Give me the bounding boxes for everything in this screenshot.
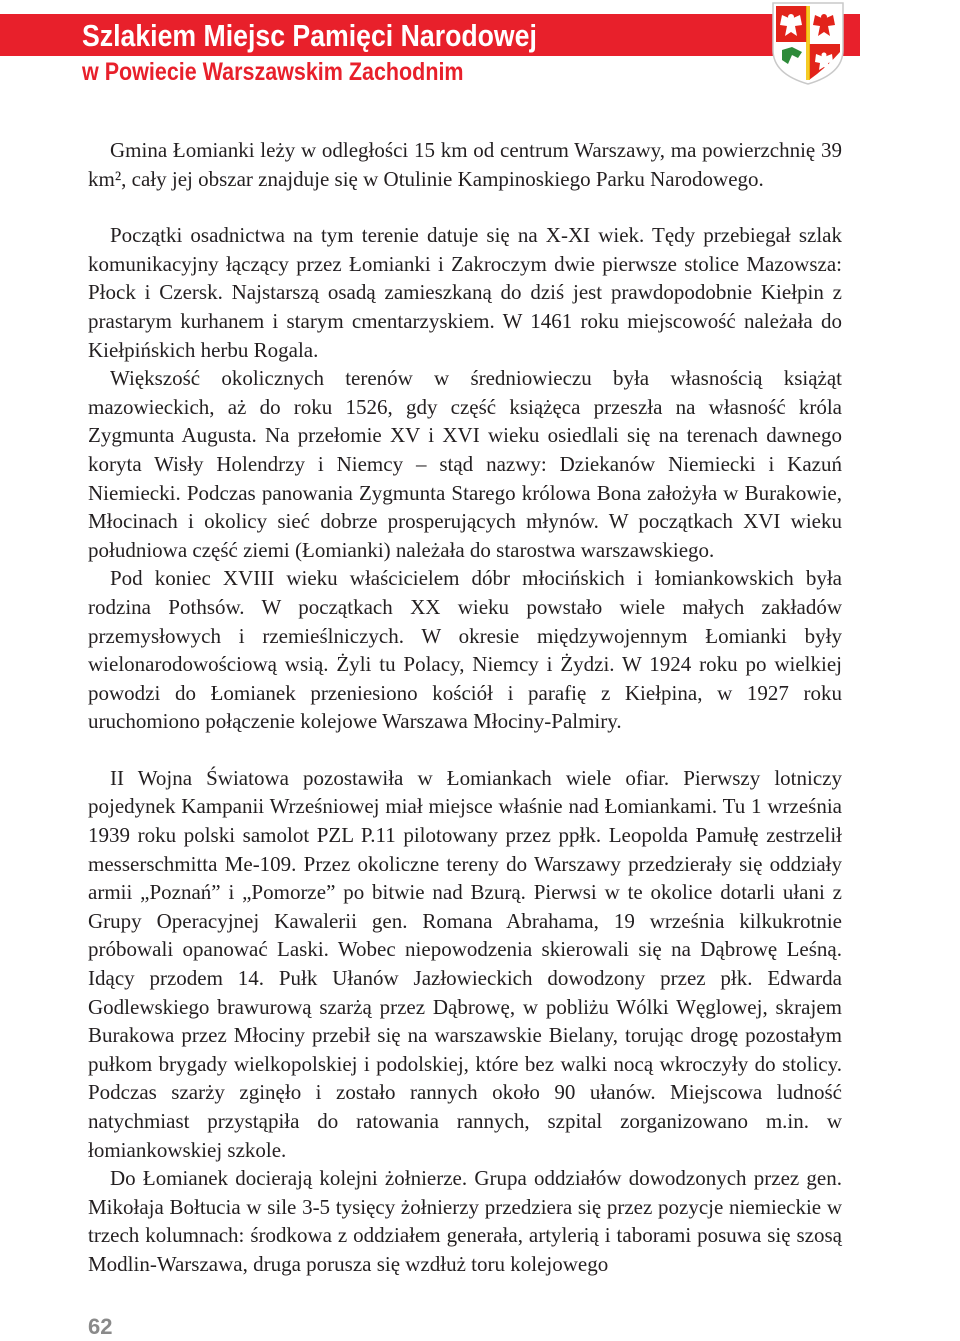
paragraph-middle-ages: Większość okolicznych terenów w średniowieczu była własnością książąt mazowieckich, aż do roku 1526, gdy część książęca przeszła na własność króla Zygmunta Augusta. Na przełomie XV i XVI wieku osiedlali się na terenach dawnego koryta Wisły Holendrzy i Niemcy – stąd nazwy: Dziekanów Niemiecki i Kazuń Niemiecki. Podczas panowania Zygmunta Starego królowa Bona założyła w Burakowie, Młocinach i okolicy sieć dobrze prosperujących młynów. W początkach XVI wieku południowa część ziemi (Łomianki) należała do starostwa warszawskiego.	[88, 366, 842, 562]
paragraph-18th-century: Pod koniec XVIII wieku właścicielem dóbr młocińskich i łomiankowskich była rodzina Pothsów. W początkach XX wieku powstało wiele małych zakładów przemysłowych i rzemieślniczych. W okresie międzywojennym Łomianki były wielonarodowościową wsią. Żyli tu Polacy, Niemcy i Żydzi. W 1924 roku po wielkiej powodzi do Łomianek przeniesiono kościół i parafię z Kiełpina, w 1927 roku uruchomiono połączenie kolejowe Warszawa Młociny-Palmiry.	[88, 566, 842, 734]
paragraph-world-war-2: II Wojna Światowa pozostawiła w Łomiankach wiele ofiar. Pierwszy lotniczy pojedynek Kampanii Wrześniowej miał miejsce właśnie nad Łomiankami. Tu 1 września 1939 roku polski samolot PZL P.11 pilotowany przez ppłk. Leopolda Pamułę zestrzelił messerschmitta Me-109. Przez okoliczne tereny do Warszawy przedzierały się oddziały armii „Poznań” i „Pomorze” po bitwie nad Bzurą. Pierwsi w te okolice dotarli ułani z Grupy Operacyjnej Kawalerii gen. Romana Abrahama, 19 września kilkukrotnie próbowali opanować Laski. Wobec niepowodzenia skierowali się na Dąbrowę Leśną. Idący przodem 14. Pułk Ułanów Jazłowieckich dowodzony przez płk. Edwarda Godlewskiego brawurową szarżą przez Dąbrowę, w pobliżu Wólki Węglowej, skrajem Burakowa przez Młociny przebił się na warszawskie Bielany, torując drogę pozostałym pułkom brygady wielkopolskiej i podolskiej, które bez walki nocą wkroczyły do stolicy. Podczas szarży zginęło i zostało rannych około 90 ułanów. Miejscowa ludność natychmiast przystąpiła do ratowania rannych, szpital zorganizowano m.in. w łomiankowskiej szkole.	[88, 765, 842, 1162]
paragraph-settlement: Początki osadnictwa na tym terenie datuje się na X-XI wiek. Tędy przebiegał szlak komunikacyjny łączący przez Łomianki i Zakroczym dwie pierwsze stolice Mazowsza: Płock i Czersk. Najstarszą osadą zamieszkaną do dziś jest prawdopodobnie Kiełpin z prastarym kurhanem i starym cmentarzyskiem. W 1461 roku miejscowość należała do Kiełpińskich herbu Rogala.	[88, 223, 842, 362]
body-text	[88, 136, 842, 1279]
coat-of-arms-icon	[770, 0, 846, 86]
page-subtitle: w Powiecie Warszawskim Zachodnim	[82, 58, 464, 86]
page-title: Szlakiem Miejsc Pamięci Narodowej	[82, 18, 537, 53]
paragraph-intro: Gmina Łomianki leży w odległości 15 km od centrum Warszawy, ma powierzchnię 39 km², cały jej obszar znajduje się w Otulinie Kampinoskiego Parku Narodowego.	[88, 138, 842, 191]
paragraph-soldiers: Do Łomianek docierają kolejni żołnierze. Grupa oddziałów dowodzonych przez gen. Mikołaja Bołtucia w sile 3-5 tysięcy żołnierzy przedziera się przez pozycje niemieckie w trzech kolumnach: środkowa z oddziałem generała, artylerią i taborami posuwa się szosą Modlin-Warszawa, druga porusza się wzdłuż toru kolejowego	[88, 1166, 842, 1276]
page-number: 62	[88, 1314, 113, 1339]
